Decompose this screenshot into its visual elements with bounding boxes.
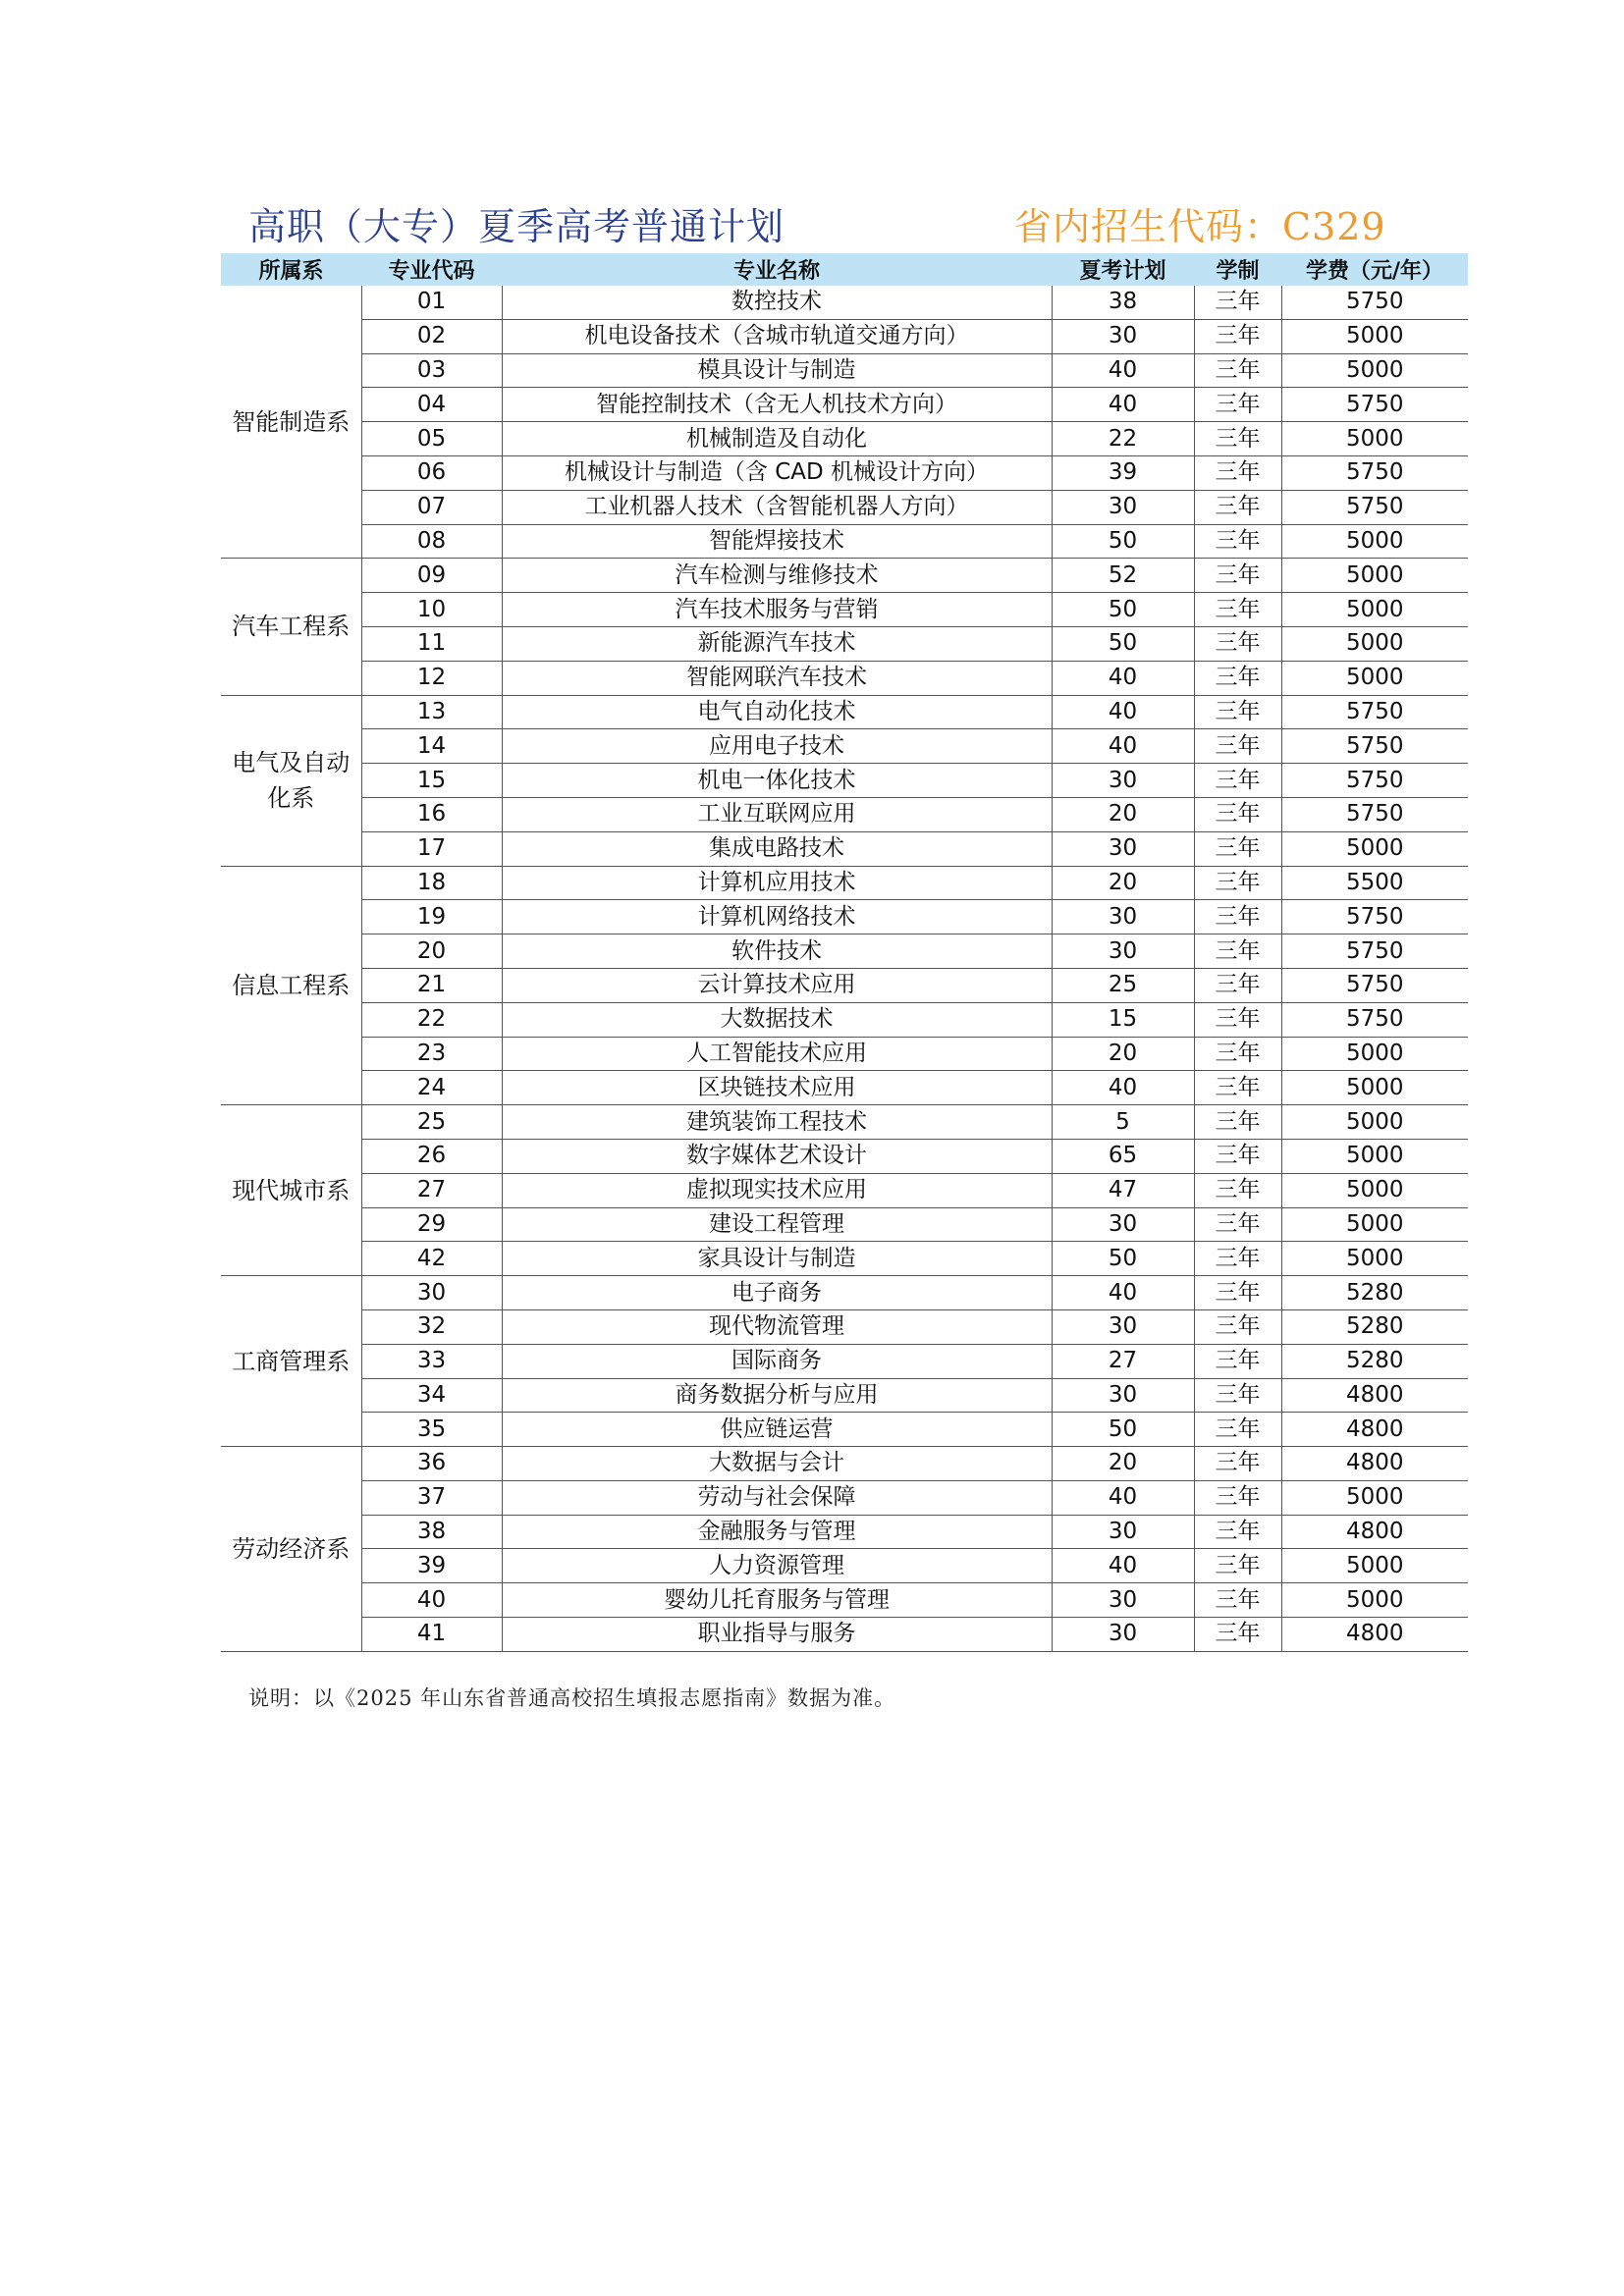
- summer-plan-cell: 30: [1052, 1515, 1194, 1549]
- table-row: [221, 695, 1468, 729]
- duration-cell: 三年: [1194, 1583, 1281, 1618]
- table-row: [221, 1002, 1468, 1037]
- summer-plan-cell: 20: [1052, 797, 1194, 831]
- major-code-cell: 38: [361, 1515, 502, 1549]
- column-header-tuition: 学费（元/年）: [1281, 253, 1468, 286]
- major-name-cell: 机械设计与制造（含 CAD 机械设计方向）: [502, 455, 1052, 490]
- duration-cell: 三年: [1194, 1276, 1281, 1310]
- major-code-cell: 26: [361, 1139, 502, 1173]
- major-code-cell: 42: [361, 1242, 502, 1276]
- major-code-cell: 04: [361, 388, 502, 422]
- duration-cell: 三年: [1194, 934, 1281, 969]
- duration-cell: 三年: [1194, 1618, 1281, 1652]
- major-code-cell: 18: [361, 866, 502, 900]
- table-row: [221, 764, 1468, 798]
- table-row: [221, 626, 1468, 661]
- duration-cell: 三年: [1194, 764, 1281, 798]
- tuition-cell: 5000: [1281, 1480, 1468, 1515]
- column-header-duration: 学制: [1194, 253, 1281, 286]
- summer-plan-cell: 5: [1052, 1105, 1194, 1140]
- summer-plan-cell: 40: [1052, 661, 1194, 695]
- major-name-cell: 智能网联汽车技术: [502, 661, 1052, 695]
- major-code-cell: 21: [361, 968, 502, 1002]
- table-row: [221, 1618, 1468, 1652]
- major-code-cell: 22: [361, 1002, 502, 1037]
- major-name-cell: 新能源汽车技术: [502, 626, 1052, 661]
- major-code-cell: 27: [361, 1173, 502, 1207]
- tuition-cell: 5000: [1281, 353, 1468, 388]
- major-code-cell: 17: [361, 831, 502, 866]
- table-row: [221, 968, 1468, 1002]
- table-row: [221, 490, 1468, 524]
- major-code-cell: 39: [361, 1549, 502, 1583]
- tuition-cell: 4800: [1281, 1618, 1468, 1652]
- tuition-cell: 5000: [1281, 1105, 1468, 1140]
- table-row: [221, 1173, 1468, 1207]
- major-code-cell: 37: [361, 1480, 502, 1515]
- tuition-cell: 5280: [1281, 1309, 1468, 1344]
- tuition-cell: 5000: [1281, 1242, 1468, 1276]
- major-name-cell: 数字媒体艺术设计: [502, 1139, 1052, 1173]
- major-name-cell: 国际商务: [502, 1344, 1052, 1378]
- tuition-cell: 5750: [1281, 900, 1468, 934]
- table-row: [221, 1309, 1468, 1344]
- major-name-cell: 机电一体化技术: [502, 764, 1052, 798]
- major-code-cell: 05: [361, 422, 502, 456]
- tuition-cell: 5000: [1281, 1139, 1468, 1173]
- major-code-cell: 33: [361, 1344, 502, 1378]
- tuition-cell: 5750: [1281, 388, 1468, 422]
- summer-plan-cell: 30: [1052, 1309, 1194, 1344]
- table-row: [221, 1139, 1468, 1173]
- duration-cell: 三年: [1194, 524, 1281, 559]
- duration-cell: 三年: [1194, 831, 1281, 866]
- table-row: [221, 286, 1468, 319]
- duration-cell: 三年: [1194, 900, 1281, 934]
- table-row: [221, 1378, 1468, 1413]
- summer-plan-cell: 65: [1052, 1139, 1194, 1173]
- summer-plan-cell: 20: [1052, 1447, 1194, 1481]
- tuition-cell: 5750: [1281, 455, 1468, 490]
- major-name-cell: 大数据与会计: [502, 1447, 1052, 1481]
- table-row: [221, 1105, 1468, 1140]
- major-name-cell: 婴幼儿托育服务与管理: [502, 1583, 1052, 1618]
- major-name-cell: 供应链运营: [502, 1413, 1052, 1447]
- major-name-cell: 现代物流管理: [502, 1309, 1052, 1344]
- major-name-cell: 应用电子技术: [502, 729, 1052, 764]
- tuition-cell: 5000: [1281, 661, 1468, 695]
- major-name-cell: 集成电路技术: [502, 831, 1052, 866]
- duration-cell: 三年: [1194, 1413, 1281, 1447]
- major-name-cell: 机械制造及自动化: [502, 422, 1052, 456]
- table-row: [221, 1071, 1468, 1105]
- tuition-cell: 4800: [1281, 1378, 1468, 1413]
- major-code-cell: 32: [361, 1309, 502, 1344]
- summer-plan-cell: 40: [1052, 388, 1194, 422]
- title-row: [248, 196, 1386, 255]
- major-name-cell: 数控技术: [502, 286, 1052, 319]
- table-row: [221, 661, 1468, 695]
- summer-plan-cell: 40: [1052, 353, 1194, 388]
- table-row: [221, 900, 1468, 934]
- tuition-cell: 4800: [1281, 1413, 1468, 1447]
- column-header-major-name: 专业名称: [502, 253, 1052, 286]
- major-code-cell: 35: [361, 1413, 502, 1447]
- duration-cell: 三年: [1194, 353, 1281, 388]
- major-name-cell: 人力资源管理: [502, 1549, 1052, 1583]
- tuition-cell: 5750: [1281, 695, 1468, 729]
- major-code-cell: 03: [361, 353, 502, 388]
- major-name-cell: 云计算技术应用: [502, 968, 1052, 1002]
- table-row: [221, 797, 1468, 831]
- major-code-cell: 10: [361, 593, 502, 627]
- major-name-cell: 电气自动化技术: [502, 695, 1052, 729]
- major-name-cell: 金融服务与管理: [502, 1515, 1052, 1549]
- table-row: [221, 1413, 1468, 1447]
- duration-cell: 三年: [1194, 1549, 1281, 1583]
- major-code-cell: 14: [361, 729, 502, 764]
- major-code-cell: 09: [361, 559, 502, 593]
- major-name-cell: 工业互联网应用: [502, 797, 1052, 831]
- major-name-cell: 电子商务: [502, 1276, 1052, 1310]
- summer-plan-cell: 30: [1052, 1378, 1194, 1413]
- major-name-cell: 计算机应用技术: [502, 866, 1052, 900]
- duration-cell: 三年: [1194, 695, 1281, 729]
- table-header: [221, 253, 1468, 286]
- table-row: [221, 831, 1468, 866]
- summer-plan-cell: 30: [1052, 1583, 1194, 1618]
- major-name-cell: 区块链技术应用: [502, 1071, 1052, 1105]
- duration-cell: 三年: [1194, 422, 1281, 456]
- major-name-cell: 建设工程管理: [502, 1207, 1052, 1242]
- major-name-cell: 智能焊接技术: [502, 524, 1052, 559]
- duration-cell: 三年: [1194, 1139, 1281, 1173]
- duration-cell: 三年: [1194, 626, 1281, 661]
- table-row: [221, 934, 1468, 969]
- duration-cell: 三年: [1194, 490, 1281, 524]
- major-code-cell: 08: [361, 524, 502, 559]
- summer-plan-cell: 50: [1052, 524, 1194, 559]
- summer-plan-cell: 30: [1052, 831, 1194, 866]
- summer-plan-cell: 25: [1052, 968, 1194, 1002]
- summer-plan-cell: 30: [1052, 900, 1194, 934]
- department-cell: 信息工程系: [221, 866, 361, 1105]
- table-row: [221, 524, 1468, 559]
- table-row: [221, 1207, 1468, 1242]
- summer-plan-cell: 50: [1052, 1242, 1194, 1276]
- summer-plan-cell: 30: [1052, 1618, 1194, 1652]
- major-code-cell: 11: [361, 626, 502, 661]
- major-code-cell: 34: [361, 1378, 502, 1413]
- column-header-major-code: 专业代码: [361, 253, 502, 286]
- summer-plan-cell: 38: [1052, 286, 1194, 319]
- tuition-cell: 5000: [1281, 1037, 1468, 1071]
- major-name-cell: 职业指导与服务: [502, 1618, 1052, 1652]
- table-row: [221, 455, 1468, 490]
- tuition-cell: 5000: [1281, 1207, 1468, 1242]
- department-cell: 劳动经济系: [221, 1447, 361, 1652]
- tuition-cell: 5000: [1281, 524, 1468, 559]
- table-row: [221, 1515, 1468, 1549]
- major-name-cell: 汽车检测与维修技术: [502, 559, 1052, 593]
- tuition-cell: 5500: [1281, 866, 1468, 900]
- major-name-cell: 虚拟现实技术应用: [502, 1173, 1052, 1207]
- summer-plan-cell: 30: [1052, 764, 1194, 798]
- major-name-cell: 工业机器人技术（含智能机器人方向）: [502, 490, 1052, 524]
- table-row: [221, 353, 1468, 388]
- summer-plan-cell: 22: [1052, 422, 1194, 456]
- duration-cell: 三年: [1194, 968, 1281, 1002]
- major-name-cell: 智能控制技术（含无人机技术方向）: [502, 388, 1052, 422]
- major-code-cell: 01: [361, 286, 502, 319]
- major-code-cell: 02: [361, 319, 502, 353]
- enrollment-plan-table: [221, 253, 1468, 1652]
- duration-cell: 三年: [1194, 1242, 1281, 1276]
- duration-cell: 三年: [1194, 559, 1281, 593]
- department-cell: 现代城市系: [221, 1105, 361, 1276]
- duration-cell: 三年: [1194, 1309, 1281, 1344]
- duration-cell: 三年: [1194, 797, 1281, 831]
- tuition-cell: 5000: [1281, 1583, 1468, 1618]
- table-row: [221, 388, 1468, 422]
- table-row: [221, 1447, 1468, 1481]
- duration-cell: 三年: [1194, 1207, 1281, 1242]
- tuition-cell: 5750: [1281, 1002, 1468, 1037]
- table-row: [221, 1276, 1468, 1310]
- summer-plan-cell: 30: [1052, 490, 1194, 524]
- summer-plan-cell: 40: [1052, 1549, 1194, 1583]
- tuition-cell: 5280: [1281, 1276, 1468, 1310]
- summer-plan-cell: 15: [1052, 1002, 1194, 1037]
- summer-plan-cell: 30: [1052, 319, 1194, 353]
- department-cell: 汽车工程系: [221, 559, 361, 695]
- major-code-cell: 20: [361, 934, 502, 969]
- summer-plan-cell: 50: [1052, 1413, 1194, 1447]
- department-cell: 工商管理系: [221, 1276, 361, 1447]
- major-code-cell: 07: [361, 490, 502, 524]
- major-code-cell: 41: [361, 1618, 502, 1652]
- major-name-cell: 商务数据分析与应用: [502, 1378, 1052, 1413]
- duration-cell: 三年: [1194, 1173, 1281, 1207]
- duration-cell: 三年: [1194, 593, 1281, 627]
- tuition-cell: 5000: [1281, 1173, 1468, 1207]
- department-cell: 智能制造系: [221, 286, 361, 559]
- summer-plan-cell: 20: [1052, 866, 1194, 900]
- major-code-cell: 36: [361, 1447, 502, 1481]
- footnote: 说明：以《2025 年山东省普通高校招生填报志愿指南》数据为准。: [248, 1686, 896, 1710]
- major-name-cell: 家具设计与制造: [502, 1242, 1052, 1276]
- summer-plan-cell: 30: [1052, 1207, 1194, 1242]
- tuition-cell: 5000: [1281, 1549, 1468, 1583]
- table-row: [221, 1549, 1468, 1583]
- major-name-cell: 计算机网络技术: [502, 900, 1052, 934]
- table-row: [221, 1344, 1468, 1378]
- table-row: [221, 1480, 1468, 1515]
- tuition-cell: 5750: [1281, 934, 1468, 969]
- tuition-cell: 5000: [1281, 1071, 1468, 1105]
- duration-cell: 三年: [1194, 661, 1281, 695]
- duration-cell: 三年: [1194, 1071, 1281, 1105]
- major-code-cell: 25: [361, 1105, 502, 1140]
- summer-plan-cell: 47: [1052, 1173, 1194, 1207]
- duration-cell: 三年: [1194, 1447, 1281, 1481]
- duration-cell: 三年: [1194, 286, 1281, 319]
- tuition-cell: 5000: [1281, 626, 1468, 661]
- duration-cell: 三年: [1194, 1002, 1281, 1037]
- summer-plan-cell: 40: [1052, 1276, 1194, 1310]
- tuition-cell: 5750: [1281, 490, 1468, 524]
- tuition-cell: 4800: [1281, 1515, 1468, 1549]
- tuition-cell: 5280: [1281, 1344, 1468, 1378]
- major-name-cell: 机电设备技术（含城市轨道交通方向）: [502, 319, 1052, 353]
- major-name-cell: 人工智能技术应用: [502, 1037, 1052, 1071]
- table-body: [221, 286, 1468, 1651]
- major-name-cell: 汽车技术服务与营销: [502, 593, 1052, 627]
- major-code-cell: 06: [361, 455, 502, 490]
- summer-plan-cell: 40: [1052, 695, 1194, 729]
- tuition-cell: 5750: [1281, 968, 1468, 1002]
- major-code-cell: 12: [361, 661, 502, 695]
- summer-plan-cell: 30: [1052, 934, 1194, 969]
- summer-plan-cell: 39: [1052, 455, 1194, 490]
- summer-plan-cell: 52: [1052, 559, 1194, 593]
- table-row: [221, 559, 1468, 593]
- tuition-cell: 5000: [1281, 593, 1468, 627]
- summer-plan-cell: 40: [1052, 1071, 1194, 1105]
- table-row: [221, 1583, 1468, 1618]
- table-row: [221, 1242, 1468, 1276]
- tuition-cell: 5750: [1281, 764, 1468, 798]
- table-row: [221, 319, 1468, 353]
- table-row: [221, 729, 1468, 764]
- summer-plan-cell: 27: [1052, 1344, 1194, 1378]
- tuition-cell: 5750: [1281, 729, 1468, 764]
- major-code-cell: 19: [361, 900, 502, 934]
- tuition-cell: 5000: [1281, 831, 1468, 866]
- major-code-cell: 30: [361, 1276, 502, 1310]
- summer-plan-cell: 40: [1052, 1480, 1194, 1515]
- major-code-cell: 29: [361, 1207, 502, 1242]
- table-row: [221, 1037, 1468, 1071]
- duration-cell: 三年: [1194, 388, 1281, 422]
- tuition-cell: 5000: [1281, 559, 1468, 593]
- tuition-cell: 4800: [1281, 1447, 1468, 1481]
- page-title: 高职（大专）夏季高考普通计划: [248, 205, 785, 248]
- duration-cell: 三年: [1194, 1480, 1281, 1515]
- major-code-cell: 13: [361, 695, 502, 729]
- major-code-cell: 15: [361, 764, 502, 798]
- tuition-cell: 5000: [1281, 422, 1468, 456]
- major-name-cell: 建筑装饰工程技术: [502, 1105, 1052, 1140]
- duration-cell: 三年: [1194, 866, 1281, 900]
- major-code-cell: 40: [361, 1583, 502, 1618]
- header-row: [221, 253, 1468, 286]
- summer-plan-cell: 50: [1052, 626, 1194, 661]
- tuition-cell: 5750: [1281, 286, 1468, 319]
- tuition-cell: 5750: [1281, 797, 1468, 831]
- duration-cell: 三年: [1194, 319, 1281, 353]
- duration-cell: 三年: [1194, 1515, 1281, 1549]
- column-header-department: 所属系: [221, 253, 361, 286]
- duration-cell: 三年: [1194, 729, 1281, 764]
- summer-plan-cell: 20: [1052, 1037, 1194, 1071]
- major-name-cell: 劳动与社会保障: [502, 1480, 1052, 1515]
- major-name-cell: 大数据技术: [502, 1002, 1052, 1037]
- table-row: [221, 593, 1468, 627]
- major-name-cell: 软件技术: [502, 934, 1052, 969]
- column-header-summer-plan: 夏考计划: [1052, 253, 1194, 286]
- enrollment-code: 省内招生代码：C329: [1014, 205, 1386, 248]
- major-code-cell: 23: [361, 1037, 502, 1071]
- summer-plan-cell: 40: [1052, 729, 1194, 764]
- duration-cell: 三年: [1194, 455, 1281, 490]
- duration-cell: 三年: [1194, 1344, 1281, 1378]
- department-cell: 电气及自动化系: [221, 695, 361, 866]
- duration-cell: 三年: [1194, 1378, 1281, 1413]
- duration-cell: 三年: [1194, 1105, 1281, 1140]
- major-code-cell: 24: [361, 1071, 502, 1105]
- table-row: [221, 866, 1468, 900]
- major-name-cell: 模具设计与制造: [502, 353, 1052, 388]
- major-code-cell: 16: [361, 797, 502, 831]
- table-row: [221, 422, 1468, 456]
- tuition-cell: 5000: [1281, 319, 1468, 353]
- duration-cell: 三年: [1194, 1037, 1281, 1071]
- summer-plan-cell: 50: [1052, 593, 1194, 627]
